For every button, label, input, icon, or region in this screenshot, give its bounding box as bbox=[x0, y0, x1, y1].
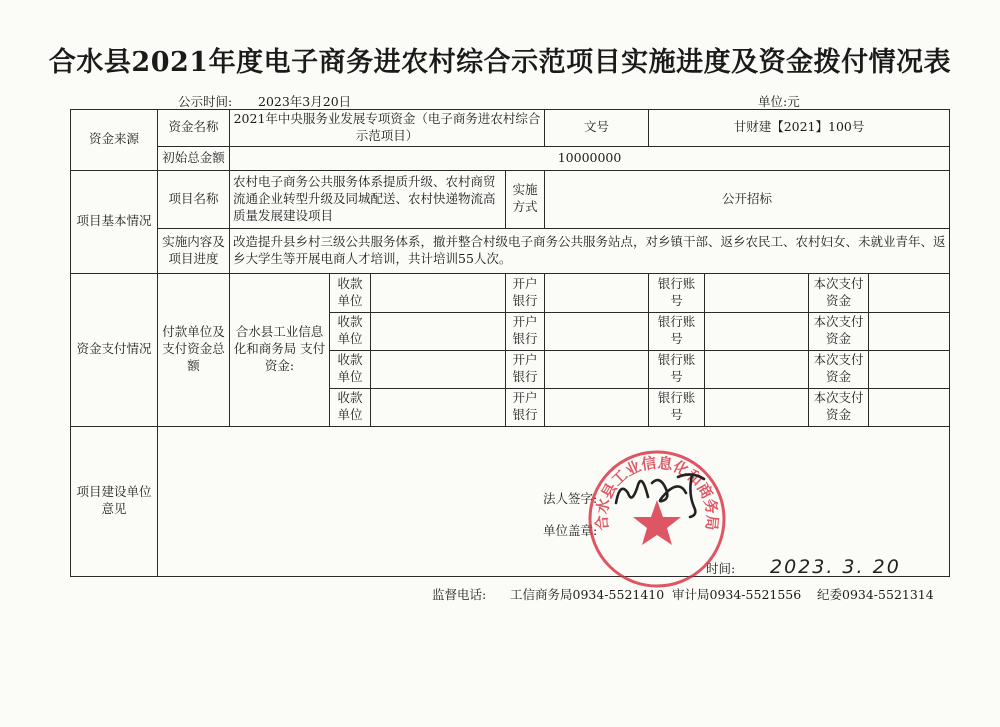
amount-label: 本次支付资金 bbox=[809, 388, 869, 426]
initial-amount-value: 10000000 bbox=[230, 146, 950, 170]
payee-value bbox=[371, 273, 506, 312]
amount-value bbox=[869, 312, 950, 350]
doc-number-value: 甘财建【2021】100号 bbox=[649, 110, 950, 147]
form-table bbox=[70, 109, 950, 577]
bank-label: 开户银行 bbox=[506, 388, 545, 426]
payee-label: 收款单位 bbox=[330, 312, 371, 350]
bank-value bbox=[545, 273, 649, 312]
account-label: 银行账号 bbox=[649, 388, 705, 426]
method-value: 公开招标 bbox=[545, 170, 950, 228]
account-value bbox=[705, 273, 809, 312]
payee-label: 收款单位 bbox=[330, 388, 371, 426]
account-label: 银行账号 bbox=[649, 312, 705, 350]
amount-label: 本次支付资金 bbox=[809, 312, 869, 350]
initial-amount-label: 初始总金额 bbox=[158, 146, 230, 170]
content-value: 改造提升县乡村三级公共服务体系，撤并整合村级电子商务公共服务站点，对乡镇干部、返乡农民工、农村妇女、未就业青年、返乡大学生等开展电商人才培训，共计培训55人次。 bbox=[230, 228, 950, 273]
account-label: 银行账号 bbox=[649, 350, 705, 388]
account-label: 银行账号 bbox=[649, 273, 705, 312]
project-name-label: 项目名称 bbox=[158, 170, 230, 228]
publish-time-label: 公示时间: bbox=[178, 94, 233, 109]
payee-value bbox=[371, 312, 506, 350]
amount-label: 本次支付资金 bbox=[809, 273, 869, 312]
payee-label: 收款单位 bbox=[330, 350, 371, 388]
bank-value bbox=[545, 312, 649, 350]
payee-value bbox=[371, 350, 506, 388]
opinion-header: 项目建设单位意见 bbox=[71, 426, 158, 576]
svg-text:合水县工业信息化和商务局: 合水县工业信息化和商务局 bbox=[592, 453, 722, 532]
account-value bbox=[705, 388, 809, 426]
funding-source-header: 资金来源 bbox=[71, 110, 158, 171]
amount-label: 本次支付资金 bbox=[809, 350, 869, 388]
method-label: 实施方式 bbox=[506, 170, 545, 228]
payer-label: 付款单位及支付资金总额 bbox=[158, 273, 230, 426]
project-info-header: 项目基本情况 bbox=[71, 170, 158, 273]
amount-value bbox=[869, 388, 950, 426]
page-title: 合水县2021年度电子商务进农村综合示范项目实施进度及资金拨付情况表 bbox=[48, 47, 952, 78]
project-name-value: 农村电子商务公共服务体系提质升级、农村商贸流通企业转型升级及同城配送、农村快递物流高质量发展建设项目 bbox=[230, 170, 506, 228]
account-value bbox=[705, 312, 809, 350]
doc-number-label: 文号 bbox=[545, 110, 649, 147]
amount-value bbox=[869, 273, 950, 312]
bank-value bbox=[545, 388, 649, 426]
signature-label: 法人签字: bbox=[543, 491, 598, 506]
publish-date: 2023年3月20日 bbox=[258, 94, 352, 109]
payee-value bbox=[371, 388, 506, 426]
bank-label: 开户银行 bbox=[506, 273, 545, 312]
phone-audit: 审计局0934-5521556 bbox=[672, 587, 802, 602]
payment-header: 资金支付情况 bbox=[71, 273, 158, 426]
payee-label: 收款单位 bbox=[330, 273, 371, 312]
bank-label: 开户银行 bbox=[506, 350, 545, 388]
handwritten-date: 2023. 3. 20 bbox=[770, 556, 901, 578]
bank-value bbox=[545, 350, 649, 388]
date-label: 时间: bbox=[706, 561, 736, 576]
fund-name-label: 资金名称 bbox=[158, 110, 230, 147]
amount-value bbox=[869, 350, 950, 388]
supervision-label: 监督电话: bbox=[432, 587, 487, 602]
payer-value: 合水县工业信息化和商务局 支付资金: bbox=[230, 273, 330, 426]
phone-industry: 工信商务局0934-5521410 bbox=[510, 587, 665, 602]
content-label: 实施内容及项目进度 bbox=[158, 228, 230, 273]
bank-label: 开户银行 bbox=[506, 312, 545, 350]
phone-discipline: 纪委0934-5521314 bbox=[817, 587, 934, 602]
account-value bbox=[705, 350, 809, 388]
handwritten-signature-icon bbox=[608, 463, 718, 523]
seal-label: 单位盖章: bbox=[543, 523, 598, 538]
unit-label: 单位:元 bbox=[758, 94, 800, 109]
fund-name-value: 2021年中央服务业发展专项资金（电子商务进农村综合示范项目） bbox=[230, 110, 545, 147]
